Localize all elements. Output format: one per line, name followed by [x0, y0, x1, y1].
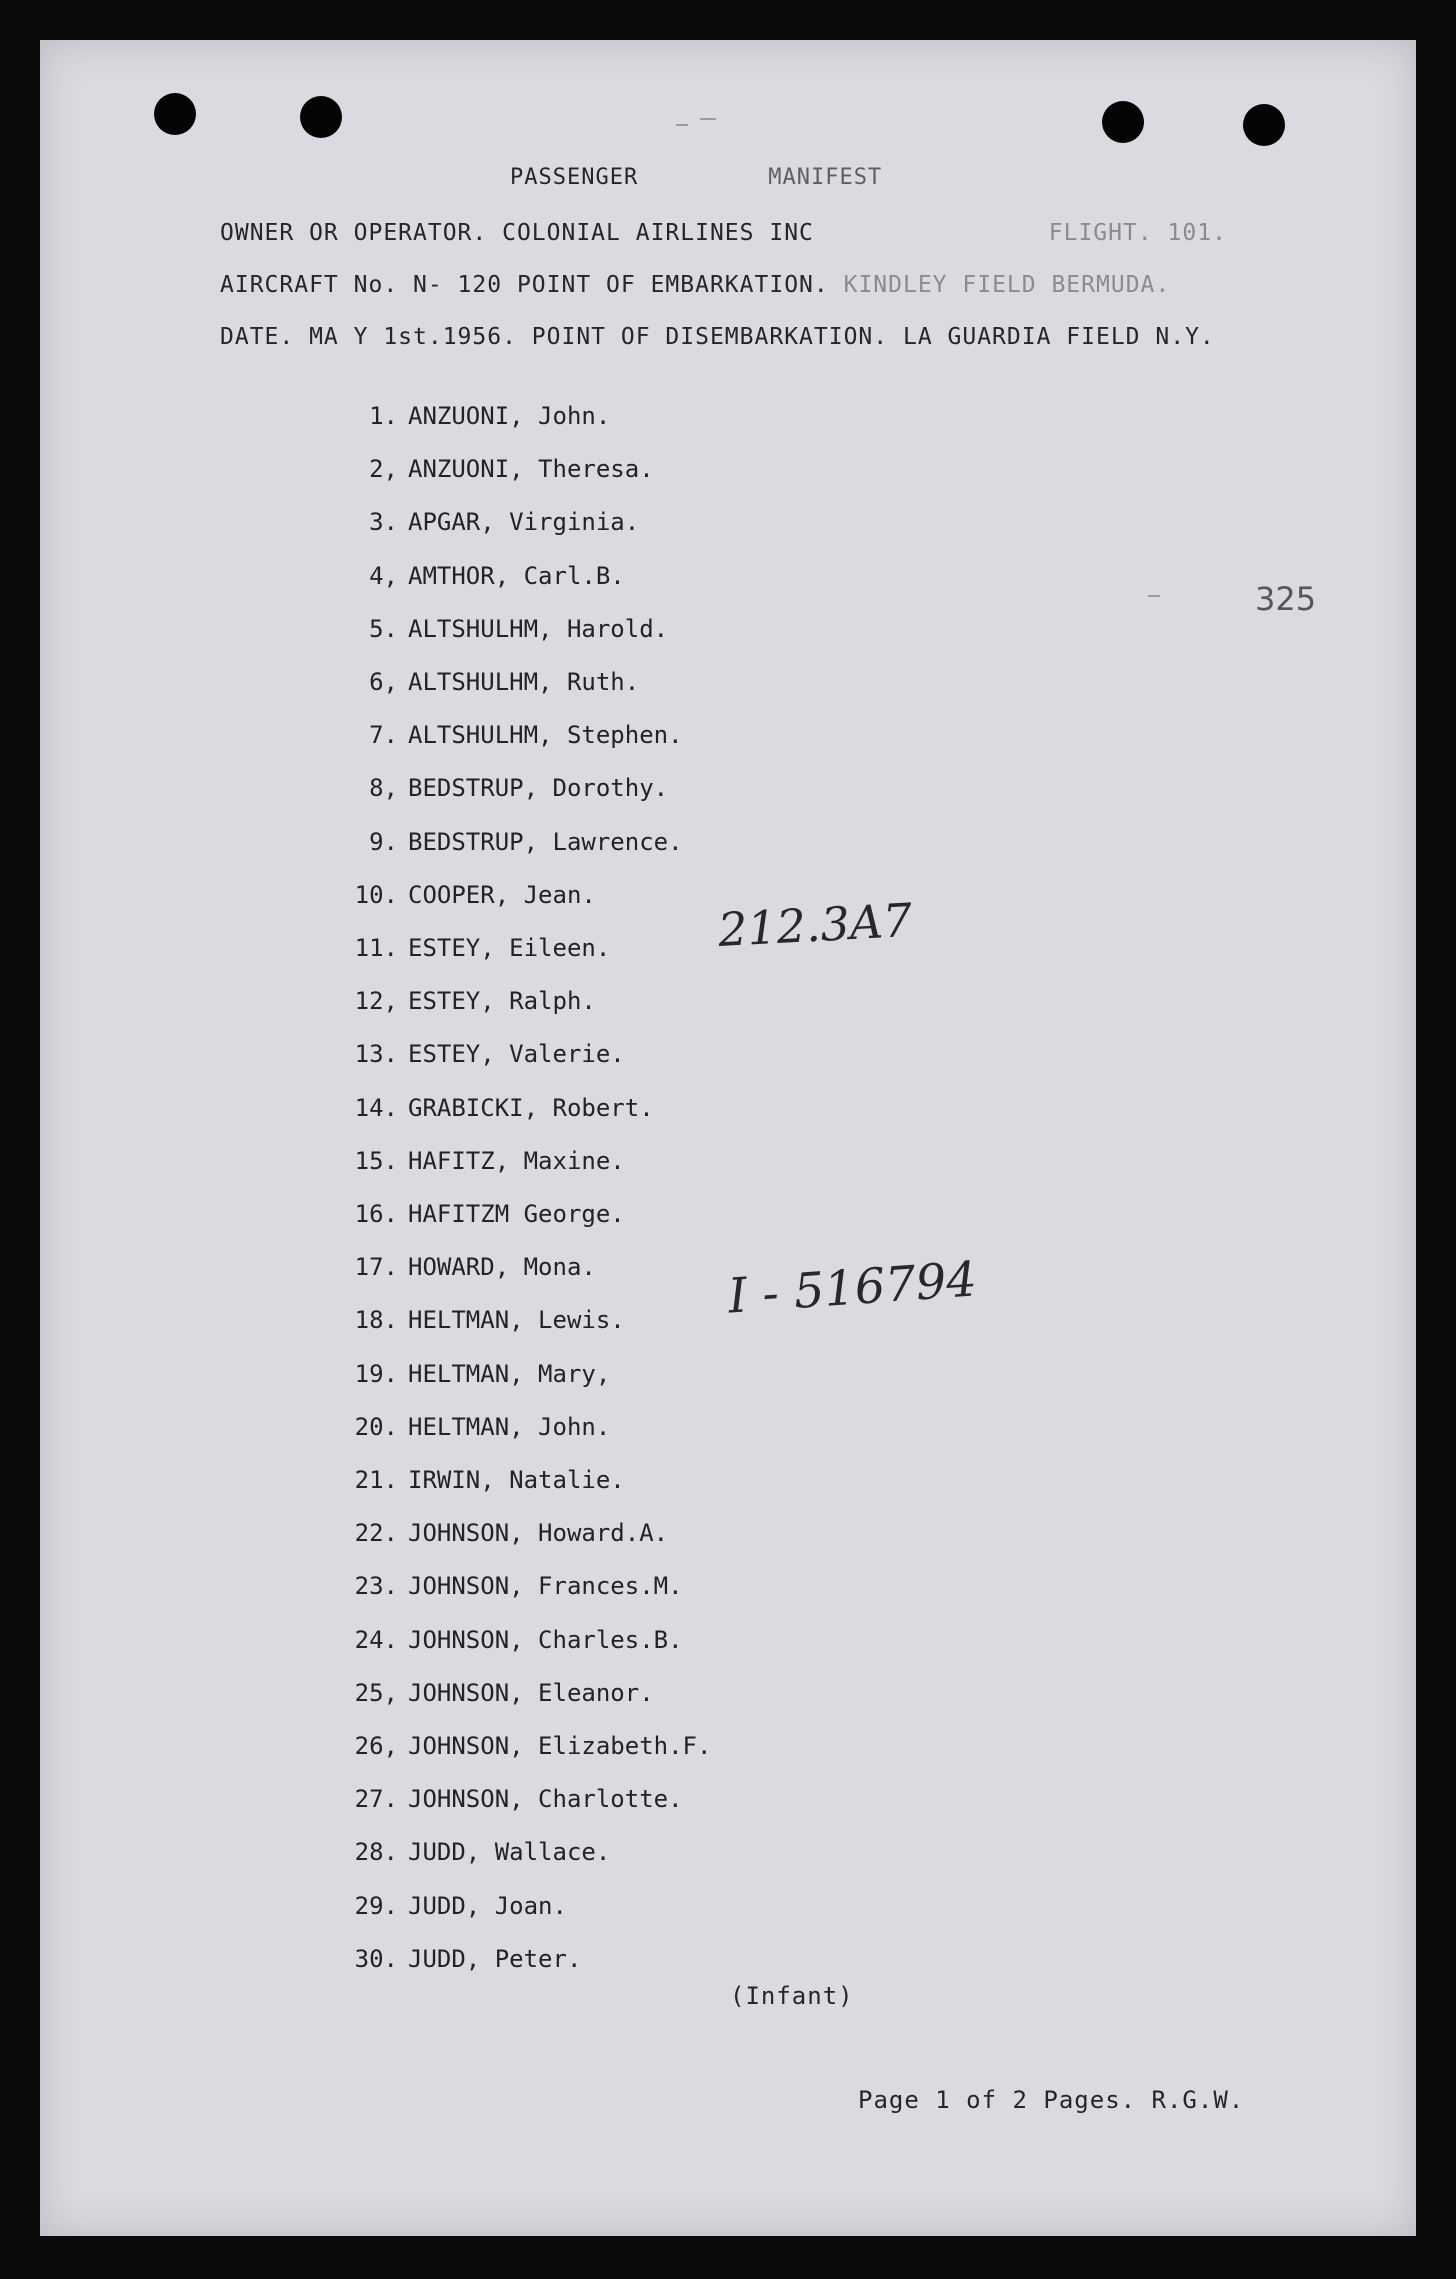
passenger-number: 6, — [369, 668, 398, 696]
passenger-row — [340, 1306, 625, 1334]
passenger-name: GRABICKI, Robert. — [408, 1094, 654, 1122]
passenger-name: IRWIN, Natalie. — [408, 1466, 625, 1494]
passenger-name: BEDSTRUP, Dorothy. — [408, 774, 669, 802]
passenger-number: 9. — [369, 828, 398, 856]
passenger-number: 28. — [354, 1838, 398, 1866]
passenger-number: 22. — [354, 1519, 398, 1547]
passenger-name: JOHNSON, Charles.B. — [408, 1626, 683, 1654]
owner-line — [220, 220, 1227, 246]
stray-mark — [1148, 595, 1160, 597]
passenger-number: 24. — [354, 1626, 398, 1654]
passenger-number: 12, — [354, 987, 398, 1015]
passenger-number: 25, — [354, 1679, 398, 1707]
smudge-mark — [700, 118, 716, 120]
flight-text: FLIGHT. 101. — [1048, 220, 1227, 246]
passenger-name: ALTSHULHM, Ruth. — [408, 668, 640, 696]
passenger-row — [340, 721, 683, 749]
smudge-mark — [676, 124, 688, 126]
passenger-number: 7. — [369, 721, 398, 749]
infant-note: (Infant) — [730, 1982, 854, 2010]
passenger-row — [340, 934, 610, 962]
passenger-number: 27. — [354, 1785, 398, 1813]
punch-hole-4 — [1243, 104, 1285, 146]
passenger-name: ANZUONI, John. — [408, 402, 611, 430]
punch-hole-2 — [300, 96, 342, 138]
passenger-name: JOHNSON, Charlotte. — [408, 1785, 683, 1813]
passenger-row — [340, 455, 654, 483]
passenger-row — [340, 508, 639, 536]
passenger-name: ESTEY, Eileen. — [408, 934, 611, 962]
passenger-name: HAFITZM George. — [408, 1200, 625, 1228]
passenger-row — [340, 1519, 668, 1547]
handwritten-reference: 212.3A7 — [716, 892, 914, 958]
passenger-number: 13. — [354, 1040, 398, 1068]
passenger-row — [340, 828, 683, 856]
passenger-name: JUDD, Joan. — [408, 1892, 567, 1920]
passenger-number: 18. — [354, 1306, 398, 1334]
passenger-row — [340, 1466, 625, 1494]
passenger-row — [340, 1626, 683, 1654]
passenger-row — [340, 1732, 711, 1760]
passenger-number: 4, — [369, 562, 398, 590]
manifest-title — [510, 165, 882, 190]
passenger-number: 21. — [354, 1466, 398, 1494]
passenger-number: 1. — [369, 402, 398, 430]
passenger-name: BEDSTRUP, Lawrence. — [408, 828, 683, 856]
passenger-name: HELTMAN, Lewis. — [408, 1306, 625, 1334]
date-line: DATE. MA Y 1st.1956. POINT OF DISEMBARKATION. LA GUARDIA FIELD N.Y. — [220, 324, 1215, 350]
passenger-row — [340, 1785, 683, 1813]
punch-hole-3 — [1102, 101, 1144, 143]
aircraft-line — [220, 272, 1170, 298]
title-right: MANIFEST — [768, 165, 883, 190]
passenger-number: 29. — [354, 1892, 398, 1920]
passenger-name: ESTEY, Valerie. — [408, 1040, 625, 1068]
handwritten-id-number: I - 516794 — [726, 1251, 979, 1325]
page-footer: Page 1 of 2 Pages. R.G.W. — [858, 2086, 1245, 2114]
passenger-number: 10. — [354, 881, 398, 909]
passenger-number: 14. — [354, 1094, 398, 1122]
passenger-row — [340, 774, 668, 802]
passenger-row — [340, 1679, 654, 1707]
passenger-row — [340, 1147, 625, 1175]
passenger-row — [340, 1040, 625, 1068]
passenger-row — [340, 881, 596, 909]
passenger-number: 8, — [369, 774, 398, 802]
passenger-name: HAFITZ, Maxine. — [408, 1147, 625, 1175]
passenger-row — [340, 1360, 610, 1388]
passenger-number: 19. — [354, 1360, 398, 1388]
passenger-name: COOPER, Jean. — [408, 881, 596, 909]
passenger-name: ALTSHULHM, Stephen. — [408, 721, 683, 749]
passenger-row — [340, 1892, 567, 1920]
passenger-number: 16. — [354, 1200, 398, 1228]
stamp-number: 325 — [1255, 580, 1317, 618]
passenger-name: JOHNSON, Elizabeth.F. — [408, 1732, 712, 1760]
manifest-page — [40, 40, 1416, 2236]
passenger-row — [340, 1094, 654, 1122]
passenger-row — [340, 668, 639, 696]
passenger-number: 26, — [354, 1732, 398, 1760]
passenger-row — [340, 1838, 610, 1866]
passenger-row — [340, 1200, 625, 1228]
passenger-name: JOHNSON, Eleanor. — [408, 1679, 654, 1707]
passenger-number: 15. — [354, 1147, 398, 1175]
passenger-name: HELTMAN, John. — [408, 1413, 611, 1441]
title-left: PASSENGER — [510, 165, 639, 190]
passenger-name: HELTMAN, Mary, — [408, 1360, 611, 1388]
aircraft-text: AIRCRAFT No. N- 120 POINT OF EMBARKATION. — [220, 272, 829, 298]
passenger-number: 30. — [354, 1945, 398, 1973]
passenger-name: ALTSHULHM, Harold. — [408, 615, 669, 643]
passenger-row — [340, 1572, 683, 1600]
owner-text: OWNER OR OPERATOR. COLONIAL AIRLINES INC — [220, 220, 814, 246]
passenger-name: JOHNSON, Howard.A. — [408, 1519, 669, 1547]
passenger-name: ANZUONI, Theresa. — [408, 455, 654, 483]
passenger-name: JOHNSON, Frances.M. — [408, 1572, 683, 1600]
punch-hole-1 — [154, 93, 196, 135]
passenger-number: 5. — [369, 615, 398, 643]
passenger-name: JUDD, Peter. — [408, 1945, 582, 1973]
passenger-row — [340, 615, 668, 643]
passenger-name: ESTEY, Ralph. — [408, 987, 596, 1015]
passenger-row — [340, 987, 596, 1015]
passenger-name: JUDD, Wallace. — [408, 1838, 611, 1866]
passenger-name: AMTHOR, Carl.B. — [408, 562, 625, 590]
embarkation-text: KINDLEY FIELD BERMUDA. — [843, 272, 1171, 298]
passenger-number: 17. — [354, 1253, 398, 1281]
passenger-number: 11. — [354, 934, 398, 962]
passenger-row — [340, 402, 610, 430]
passenger-row — [340, 1253, 596, 1281]
passenger-number: 23. — [354, 1572, 398, 1600]
passenger-row — [340, 1413, 610, 1441]
passenger-number: 3. — [369, 508, 398, 536]
passenger-row — [340, 1945, 581, 1973]
passenger-name: HOWARD, Mona. — [408, 1253, 596, 1281]
passenger-name: APGAR, Virginia. — [408, 508, 640, 536]
passenger-number: 2, — [369, 455, 398, 483]
passenger-number: 20. — [354, 1413, 398, 1441]
passenger-row — [340, 562, 625, 590]
